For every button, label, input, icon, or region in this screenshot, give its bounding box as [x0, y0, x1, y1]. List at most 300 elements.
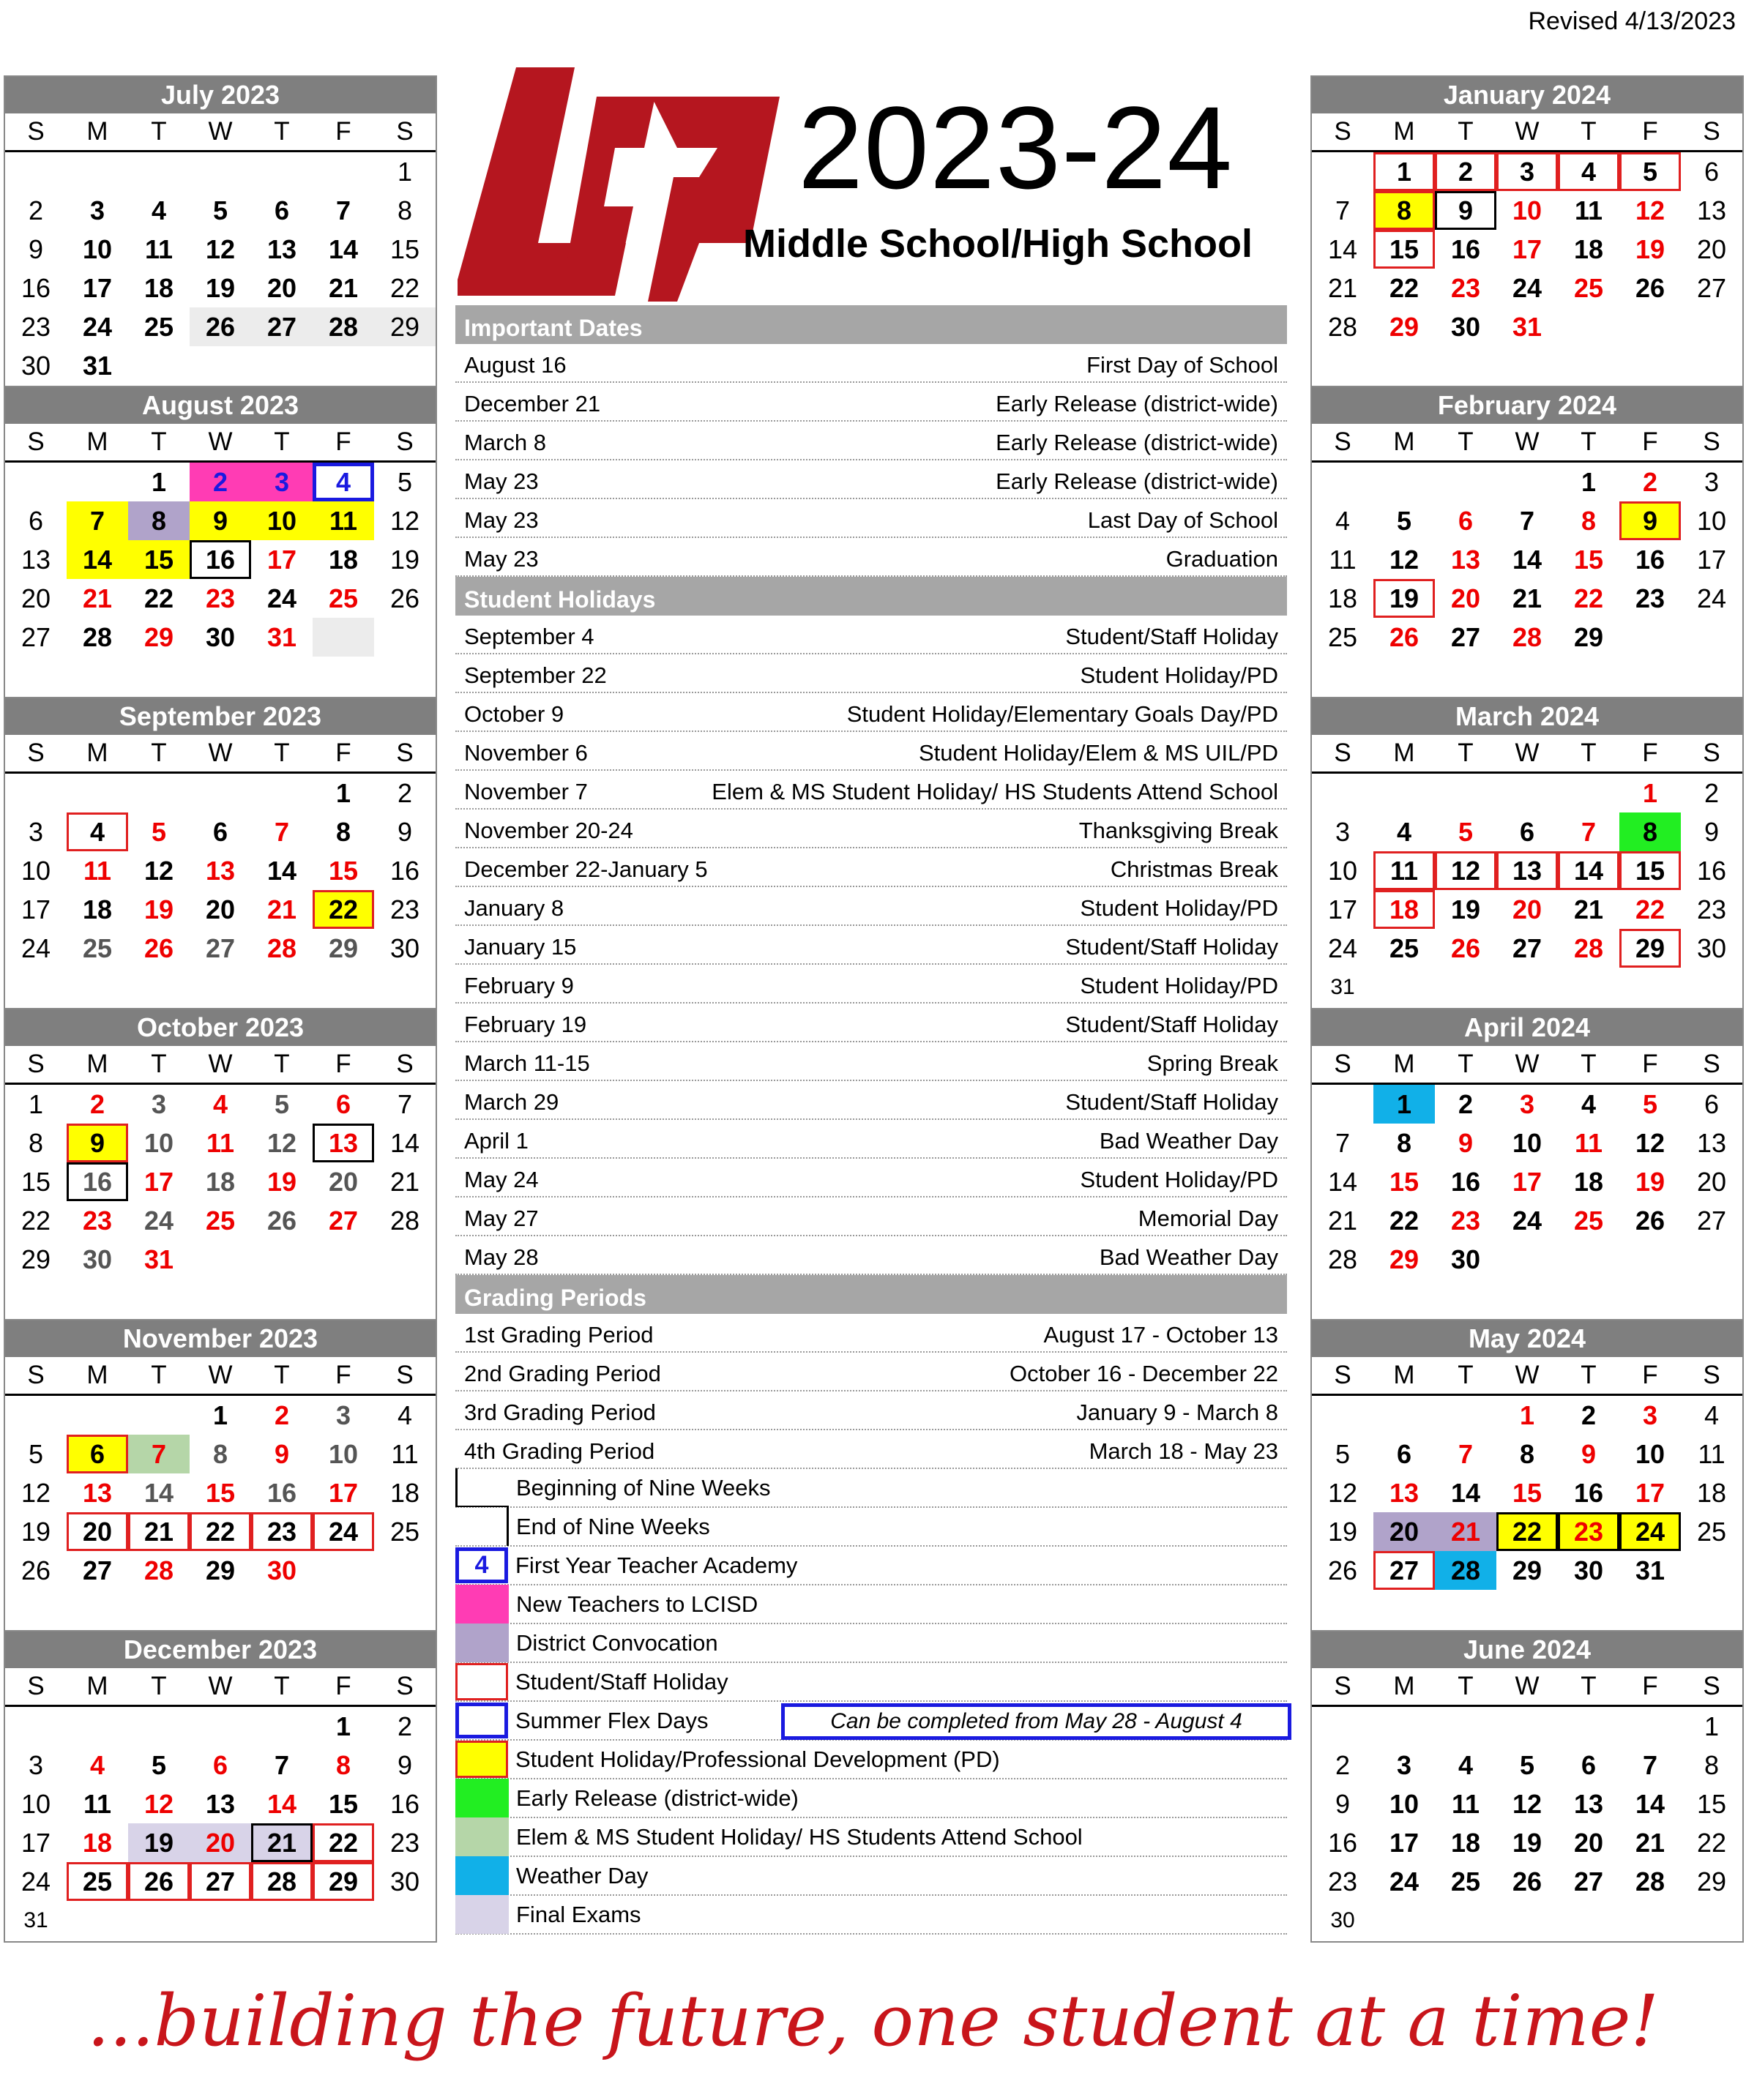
day-cell: 6 [212, 816, 228, 847]
day-cell: 9 [1435, 191, 1496, 230]
weekday-label: T [1581, 1672, 1597, 1700]
holiday-row [455, 771, 1287, 810]
day-cell: 18 [1696, 1477, 1727, 1508]
day-cell: 13 [1696, 195, 1727, 225]
day-cell: 10 [251, 501, 313, 540]
legend-row [455, 1547, 1287, 1585]
legend-label: Student Holiday/Professional Development (PD) [515, 1746, 1000, 1772]
important-date-row [455, 499, 1287, 538]
legend-label: End of Nine Weeks [516, 1513, 710, 1539]
weekday-label: S [27, 1050, 45, 1078]
weekday-label: T [151, 1050, 167, 1078]
day-cell: 3 [28, 816, 44, 847]
month-calendar [1310, 1008, 1744, 1320]
day-cell: 28 [1573, 933, 1604, 963]
day-cell: 27 [20, 621, 51, 652]
day-cell: 28 [389, 1205, 420, 1236]
day-grid [5, 1707, 436, 1940]
day-cell: 25 [205, 1205, 236, 1236]
holiday-row [455, 1004, 1287, 1042]
lcp-logo [458, 67, 780, 302]
empty-cell [5, 1707, 67, 1746]
day-cell: 11 [144, 233, 174, 264]
day-cell: 22 [143, 583, 174, 613]
day-cell: 3 [335, 1400, 351, 1430]
legend-swatch [455, 1585, 509, 1623]
empty-cell [1312, 774, 1373, 812]
empty-cell [251, 774, 313, 812]
weekday-label: T [274, 1050, 290, 1078]
day-cell: 7 [274, 1749, 290, 1780]
weekday-label: S [27, 427, 45, 456]
legend-label: New Teachers to LCISD [516, 1591, 758, 1617]
legend-swatch [455, 1741, 508, 1778]
day-cell: 7 [397, 1088, 413, 1119]
day-cell: 25 [328, 583, 359, 613]
empty-cell [1312, 1085, 1373, 1124]
day-cell: 16 [67, 1162, 128, 1201]
day-cell: 6 [28, 505, 44, 536]
weekday-label: S [1703, 117, 1720, 146]
row-label: May 24 [464, 1167, 539, 1192]
day-cell: 16 [1450, 233, 1481, 264]
day-grid [1312, 1085, 1742, 1279]
legend-row [455, 1741, 1287, 1779]
day-cell: 31 [1512, 311, 1542, 342]
day-cell: 14 [1327, 1166, 1358, 1197]
day-cell: 23 [1635, 583, 1665, 613]
row-value: Early Release (district-wide) [996, 468, 1278, 494]
day-cell: 20 [1696, 1166, 1727, 1197]
day-cell: 25 [82, 933, 113, 963]
day-cell: 4 [1704, 1400, 1720, 1430]
day-cell: 16 [389, 1788, 420, 1819]
row-label: December 21 [464, 391, 601, 416]
day-cell: 24 [1619, 1512, 1681, 1551]
weekday-header [1312, 1046, 1742, 1085]
important-date-row [455, 383, 1287, 422]
empty-cell [1312, 152, 1373, 191]
day-cell: 1 [212, 1400, 228, 1430]
day-cell: 23 [1450, 1205, 1481, 1236]
day-cell: 22 [190, 1512, 251, 1551]
day-cell: 21 [1435, 1512, 1496, 1551]
row-label: May 27 [464, 1206, 539, 1231]
day-cell: 31 [1635, 1555, 1665, 1585]
day-cell: 3 [251, 463, 313, 501]
row-label: September 4 [464, 624, 594, 649]
day-cell: 18 [1327, 583, 1358, 613]
day-cell: 25 [1696, 1516, 1727, 1547]
day-cell: 15 [328, 855, 359, 886]
day-cell: 28 [1635, 1866, 1665, 1897]
empty-cell [5, 1396, 67, 1435]
weekday-label: S [1334, 427, 1351, 456]
day-cell: 11 [1451, 1788, 1480, 1819]
day-cell: 9 [1619, 501, 1681, 540]
day-cell: 11 [391, 1438, 419, 1469]
month-calendar [1310, 1630, 1744, 1943]
weekday-label: F [1642, 1361, 1658, 1389]
legend-label: Early Release (district-wide) [516, 1785, 799, 1811]
weekday-label: T [1581, 117, 1597, 146]
empty-cell [128, 774, 190, 812]
day-cell: 26 [128, 1862, 190, 1901]
day-cell: 20 [1573, 1827, 1604, 1858]
weekday-label: W [1515, 1361, 1540, 1389]
empty-cell [1435, 774, 1496, 812]
day-cell: 20 [67, 1512, 128, 1551]
day-cell: 4 [151, 195, 167, 225]
weekday-label: W [208, 1050, 233, 1078]
row-label: 4th Grading Period [464, 1438, 655, 1464]
day-cell: 15 [1512, 1477, 1542, 1508]
holiday-row [455, 1120, 1287, 1159]
weekday-label: S [1703, 427, 1720, 456]
day-cell: 20 [328, 1166, 359, 1197]
weekday-label: W [1515, 1672, 1540, 1700]
day-cell: 3 [1496, 152, 1558, 191]
day-cell: 9 [274, 1438, 290, 1469]
holiday-row [455, 1081, 1287, 1120]
day-cell: 26 [20, 1555, 51, 1585]
day-cell: 10 [1512, 195, 1542, 225]
day-cell: 9 [397, 816, 413, 847]
day-cell: 26 [1450, 933, 1481, 963]
school-level-subtitle: Middle School/High School [743, 222, 1253, 266]
row-label: December 22-January 5 [464, 856, 708, 882]
day-cell: 6 [1704, 156, 1720, 187]
row-value: Student Holiday/Elementary Goals Day/PD [846, 701, 1278, 727]
weekday-label: T [1581, 739, 1597, 767]
day-cell: 1 [151, 466, 167, 497]
weekday-header [1312, 424, 1742, 463]
empty-cell [313, 152, 374, 191]
day-cell: 8 [28, 1127, 44, 1158]
day-grid [1312, 152, 1742, 346]
school-year-title: 2023-24 [798, 82, 1234, 213]
day-cell: 10 [20, 855, 51, 886]
weekday-label: T [274, 117, 290, 146]
holiday-row [455, 616, 1287, 654]
day-cell: 10 [1635, 1438, 1665, 1469]
day-cell: 19 [128, 1823, 190, 1862]
row-value: Thanksgiving Break [1078, 818, 1278, 843]
legend-row [455, 1702, 1287, 1741]
day-cell: 14 [143, 1477, 174, 1508]
day-cell: 22 [1389, 272, 1419, 303]
day-cell: 31 [82, 350, 113, 381]
weekday-label: M [1393, 1361, 1415, 1389]
day-cell: 8 [1373, 191, 1435, 230]
holiday-row [455, 848, 1287, 887]
day-cell: 24 [1696, 583, 1727, 613]
day-cell: 8 [397, 195, 413, 225]
day-grid [1312, 463, 1742, 657]
empty-cell [1496, 1707, 1558, 1746]
day-cell: 24 [266, 583, 297, 613]
day-cell: 16 [190, 540, 251, 579]
weekday-label: W [208, 117, 233, 146]
day-cell: 16 [266, 1477, 297, 1508]
weekday-label: T [1581, 1050, 1597, 1078]
day-cell: 9 [1581, 1438, 1597, 1469]
weekday-label: F [335, 1050, 351, 1078]
legend-swatch [455, 1623, 509, 1662]
month-calendar [4, 1630, 437, 1943]
row-value: Early Release (district-wide) [996, 391, 1278, 416]
day-cell: 3 [1704, 466, 1720, 497]
day-cell: 16 [389, 855, 420, 886]
day-cell: 26 [190, 307, 251, 346]
weekday-label: F [335, 1672, 351, 1700]
day-cell: 17 [1512, 1166, 1542, 1197]
day-cell: 15 [1573, 544, 1604, 575]
day-cell: 17 [328, 1477, 359, 1508]
day-cell: 17 [20, 1827, 51, 1858]
weekday-label: T [151, 739, 167, 767]
holiday-row [455, 693, 1287, 732]
day-cell: 24 [20, 1866, 51, 1897]
revised-date: Revised 4/13/2023 [1528, 7, 1736, 35]
day-cell: 23 [389, 894, 420, 924]
day-cell: 21 [1635, 1827, 1665, 1858]
day-cell: 24 [1389, 1866, 1419, 1897]
row-label: April 1 [464, 1128, 529, 1154]
grading-period-row [455, 1391, 1287, 1430]
empty-cell [1435, 1707, 1496, 1746]
day-cell: 14 [1450, 1477, 1481, 1508]
legend-swatch [455, 1507, 509, 1546]
empty-cell [1496, 774, 1558, 812]
weekday-label: W [208, 427, 233, 456]
day-cell: 15 [1373, 230, 1435, 269]
day-cell: 3 [1642, 1400, 1658, 1430]
row-value: Student Holiday/PD [1080, 662, 1278, 688]
day-grid [5, 152, 436, 385]
empty-cell [128, 1707, 190, 1746]
day-cell: 25 [67, 1862, 128, 1901]
student-holidays-header: Student Holidays [455, 577, 1287, 616]
day-cell: 26 [266, 1205, 297, 1236]
day-cell: 4 [1335, 505, 1351, 536]
day-cell: 17 [82, 272, 113, 303]
day-cell: 19 [1635, 233, 1665, 264]
legend-row [455, 1508, 1287, 1547]
day-cell: 17 [1512, 233, 1542, 264]
weekday-label: F [1642, 1672, 1658, 1700]
day-cell: 21 [266, 894, 297, 924]
weekday-label: S [1703, 1672, 1720, 1700]
legend-row [455, 1896, 1287, 1935]
day-cell: 7 [1335, 195, 1351, 225]
day-cell: 29 [328, 933, 359, 963]
row-value: March 18 - May 23 [1089, 1438, 1278, 1464]
row-label: November 20-24 [464, 818, 633, 843]
weekday-label: F [1642, 117, 1658, 146]
weekday-label: M [86, 739, 108, 767]
legend-row [455, 1624, 1287, 1663]
day-cell: 5 [397, 466, 413, 497]
weekday-label: S [396, 427, 414, 456]
day-cell: 27 [328, 1205, 359, 1236]
day-grid [5, 463, 436, 657]
weekday-header [5, 735, 436, 774]
day-cell: 12 [389, 505, 420, 536]
day-cell: 14 [1512, 544, 1542, 575]
day-cell: 12 [205, 233, 236, 264]
day-cell: 28 [1435, 1551, 1496, 1590]
weekday-label: S [27, 739, 45, 767]
month-title: February 2024 [1312, 387, 1742, 424]
day-cell: 5 [151, 1749, 167, 1780]
weekday-header [1312, 113, 1742, 152]
weekday-label: S [1703, 739, 1720, 767]
weekday-header [5, 424, 436, 463]
month-title: June 2024 [1312, 1632, 1742, 1668]
day-cell: 1 [335, 1711, 351, 1741]
day-cell: 23 [20, 311, 51, 342]
day-cell: 6 [212, 1749, 228, 1780]
day-cell: 19 [143, 894, 174, 924]
day-cell: 18 [1573, 233, 1604, 264]
day-cell: 15 [20, 1166, 51, 1197]
legend-row [455, 1818, 1287, 1857]
empty-cell [1312, 1707, 1373, 1746]
day-cell: 31 [23, 1907, 48, 1932]
day-cell: 12 [1389, 544, 1419, 575]
weekday-label: S [1703, 1050, 1720, 1078]
day-grid [1312, 774, 1742, 1006]
empty-cell [128, 1396, 190, 1435]
weekday-label: W [1515, 427, 1540, 456]
weekday-label: M [1393, 1050, 1415, 1078]
empty-cell [1558, 1707, 1619, 1746]
weekday-label: T [1581, 427, 1597, 456]
day-cell: 29 [374, 307, 436, 346]
day-cell: 16 [20, 272, 51, 303]
day-cell: 23 [205, 583, 236, 613]
day-cell: 13 [1496, 851, 1558, 890]
weekday-header [5, 113, 436, 152]
weekday-label: T [1458, 1361, 1474, 1389]
day-cell: 23 [389, 1827, 420, 1858]
day-cell: 19 [1635, 1166, 1665, 1197]
weekday-label: W [1515, 739, 1540, 767]
day-cell: 27 [1696, 272, 1727, 303]
day-cell: 26 [143, 933, 174, 963]
weekday-label: W [208, 1361, 233, 1389]
empty-cell [1373, 1707, 1435, 1746]
weekday-header [1312, 735, 1742, 774]
month-title: May 2024 [1312, 1320, 1742, 1357]
legend-swatch [455, 1663, 508, 1700]
legend-label: Summer Flex Days [515, 1707, 709, 1733]
day-cell: 6 [274, 195, 290, 225]
day-cell: 23 [82, 1205, 113, 1236]
row-value: Elem & MS Student Holiday/ HS Students Attend School [712, 779, 1278, 804]
row-label: 3rd Grading Period [464, 1400, 656, 1425]
weekday-label: M [1393, 1672, 1415, 1700]
day-cell: 27 [190, 1862, 251, 1901]
day-cell: 12 [20, 1477, 51, 1508]
legend-row [455, 1663, 1287, 1702]
day-cell: 22 [1389, 1205, 1419, 1236]
day-cell: 11 [83, 855, 112, 886]
day-cell: 6 [1704, 1088, 1720, 1119]
day-cell: 30 [389, 1866, 420, 1897]
important-date-row [455, 422, 1287, 460]
day-cell: 17 [1635, 1477, 1665, 1508]
day-cell: 29 [313, 1862, 374, 1901]
day-cell: 10 [1327, 855, 1358, 886]
day-cell: 24 [1327, 933, 1358, 963]
legend-row [455, 1469, 1287, 1508]
day-cell: 11 [1373, 851, 1435, 890]
weekday-label: T [274, 1361, 290, 1389]
day-cell: 4 [67, 812, 128, 851]
day-cell: 8 [1396, 1127, 1412, 1158]
day-cell: 30 [205, 621, 236, 652]
month-title: March 2024 [1312, 698, 1742, 735]
day-cell: 20 [205, 894, 236, 924]
day-cell: 15 [1619, 851, 1681, 890]
day-grid [5, 774, 436, 968]
row-value: October 16 - December 22 [1009, 1361, 1278, 1386]
row-label: May 23 [464, 546, 539, 572]
day-cell: 5 [28, 1438, 44, 1469]
legend-swatch [455, 1703, 508, 1738]
day-cell: 13 [20, 544, 51, 575]
day-cell: 1 [1642, 777, 1658, 808]
empty-cell [251, 152, 313, 191]
weekday-label: F [335, 427, 351, 456]
day-cell: 2 [397, 777, 413, 808]
day-cell: 12 [1327, 1477, 1358, 1508]
empty-cell [190, 1707, 251, 1746]
weekday-label: S [396, 1672, 414, 1700]
day-cell: 7 [128, 1435, 190, 1473]
day-cell: 11 [1329, 544, 1357, 575]
empty-cell [5, 152, 67, 191]
day-cell: 25 [389, 1516, 420, 1547]
day-cell: 16 [1696, 855, 1727, 886]
day-cell: 5 [1519, 1749, 1535, 1780]
day-cell: 13 [1389, 1477, 1419, 1508]
day-cell: 22 [313, 1823, 374, 1862]
empty-cell [1373, 463, 1435, 501]
day-cell: 12 [266, 1127, 297, 1158]
empty-cell [1435, 1396, 1496, 1435]
day-cell: 25 [1389, 933, 1419, 963]
day-cell: 23 [1327, 1866, 1358, 1897]
day-cell: 15 [205, 1477, 236, 1508]
empty-cell [128, 152, 190, 191]
day-cell: 13 [205, 1788, 236, 1819]
row-label: January 15 [464, 934, 577, 960]
empty-cell [190, 774, 251, 812]
day-cell: 18 [82, 1827, 113, 1858]
day-cell: 9 [28, 233, 44, 264]
month-title: July 2023 [5, 77, 436, 113]
day-cell: 25 [143, 311, 174, 342]
day-cell: 2 [190, 463, 251, 501]
day-cell: 29 [20, 1244, 51, 1274]
empty-cell [1496, 463, 1558, 501]
row-value: August 17 - October 13 [1043, 1322, 1278, 1348]
day-cell: 28 [1327, 311, 1358, 342]
day-cell: 3 [1335, 816, 1351, 847]
